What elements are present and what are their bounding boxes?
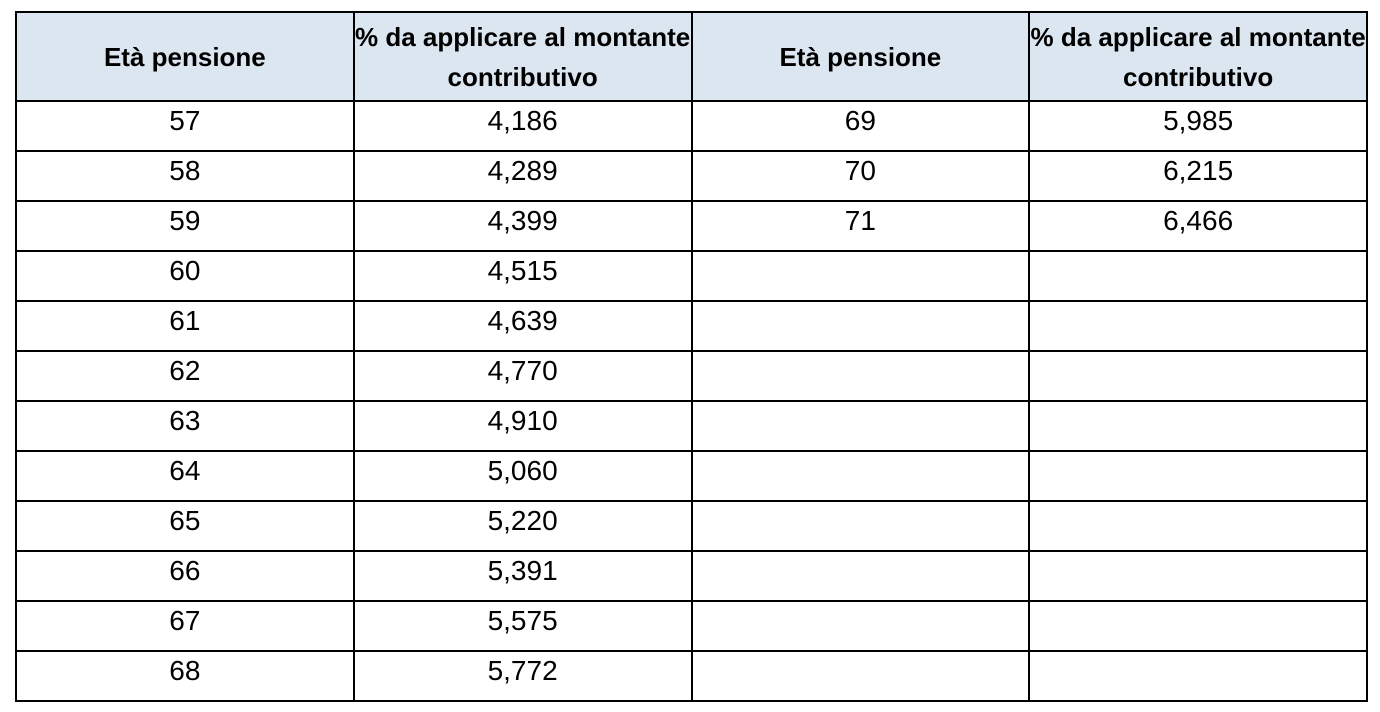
table-row xyxy=(16,351,1367,401)
cell-percent-left: 4,289 xyxy=(354,151,692,201)
table-body xyxy=(16,101,1367,701)
cell-percent-left: 4,639 xyxy=(354,301,692,351)
table-row xyxy=(16,201,1367,251)
cell-age-left: 65 xyxy=(16,501,354,551)
cell-age-right: 69 xyxy=(692,101,1030,151)
header-age-left: Età pensione xyxy=(16,12,354,101)
cell-age-left: 57 xyxy=(16,101,354,151)
cell-percent-left: 5,220 xyxy=(354,501,692,551)
cell-age-left: 66 xyxy=(16,551,354,601)
table-row xyxy=(16,401,1367,451)
cell-percent-right: 6,466 xyxy=(1029,201,1367,251)
cell-percent-right xyxy=(1029,401,1367,451)
cell-age-right xyxy=(692,301,1030,351)
header-percent-left: % da applicare al montante contributivo xyxy=(354,12,692,101)
cell-percent-right xyxy=(1029,351,1367,401)
cell-age-left: 64 xyxy=(16,451,354,501)
cell-percent-left: 4,910 xyxy=(354,401,692,451)
cell-percent-left: 5,575 xyxy=(354,601,692,651)
cell-percent-left: 5,391 xyxy=(354,551,692,601)
cell-age-right: 70 xyxy=(692,151,1030,201)
cell-age-left: 62 xyxy=(16,351,354,401)
cell-age-right xyxy=(692,651,1030,701)
cell-percent-right xyxy=(1029,251,1367,301)
cell-percent-left: 4,770 xyxy=(354,351,692,401)
cell-age-right xyxy=(692,251,1030,301)
header-row xyxy=(16,12,1367,101)
cell-age-left: 67 xyxy=(16,601,354,651)
cell-percent-left: 4,399 xyxy=(354,201,692,251)
cell-age-right xyxy=(692,401,1030,451)
table-row xyxy=(16,451,1367,501)
coefficients-table xyxy=(15,11,1368,702)
table-row xyxy=(16,551,1367,601)
table-row xyxy=(16,101,1367,151)
cell-age-left: 63 xyxy=(16,401,354,451)
cell-percent-right: 6,215 xyxy=(1029,151,1367,201)
cell-age-left: 59 xyxy=(16,201,354,251)
cell-age-right xyxy=(692,601,1030,651)
cell-percent-right: 5,985 xyxy=(1029,101,1367,151)
cell-age-right xyxy=(692,451,1030,501)
cell-percent-right xyxy=(1029,451,1367,501)
cell-percent-left: 4,515 xyxy=(354,251,692,301)
cell-percent-left: 5,060 xyxy=(354,451,692,501)
table-row xyxy=(16,651,1367,701)
table-row xyxy=(16,151,1367,201)
cell-percent-left: 4,186 xyxy=(354,101,692,151)
cell-percent-right xyxy=(1029,301,1367,351)
table-row xyxy=(16,501,1367,551)
cell-age-left: 58 xyxy=(16,151,354,201)
header-percent-right: % da applicare al montante contributivo xyxy=(1029,12,1367,101)
cell-percent-right xyxy=(1029,551,1367,601)
table-row xyxy=(16,301,1367,351)
cell-age-right xyxy=(692,351,1030,401)
table-row xyxy=(16,601,1367,651)
table-row xyxy=(16,251,1367,301)
cell-percent-left: 5,772 xyxy=(354,651,692,701)
cell-percent-right xyxy=(1029,601,1367,651)
cell-percent-right xyxy=(1029,501,1367,551)
cell-age-right xyxy=(692,551,1030,601)
cell-age-left: 60 xyxy=(16,251,354,301)
cell-percent-right xyxy=(1029,651,1367,701)
cell-age-left: 61 xyxy=(16,301,354,351)
header-age-right: Età pensione xyxy=(692,12,1030,101)
cell-age-right: 71 xyxy=(692,201,1030,251)
cell-age-right xyxy=(692,501,1030,551)
cell-age-left: 68 xyxy=(16,651,354,701)
